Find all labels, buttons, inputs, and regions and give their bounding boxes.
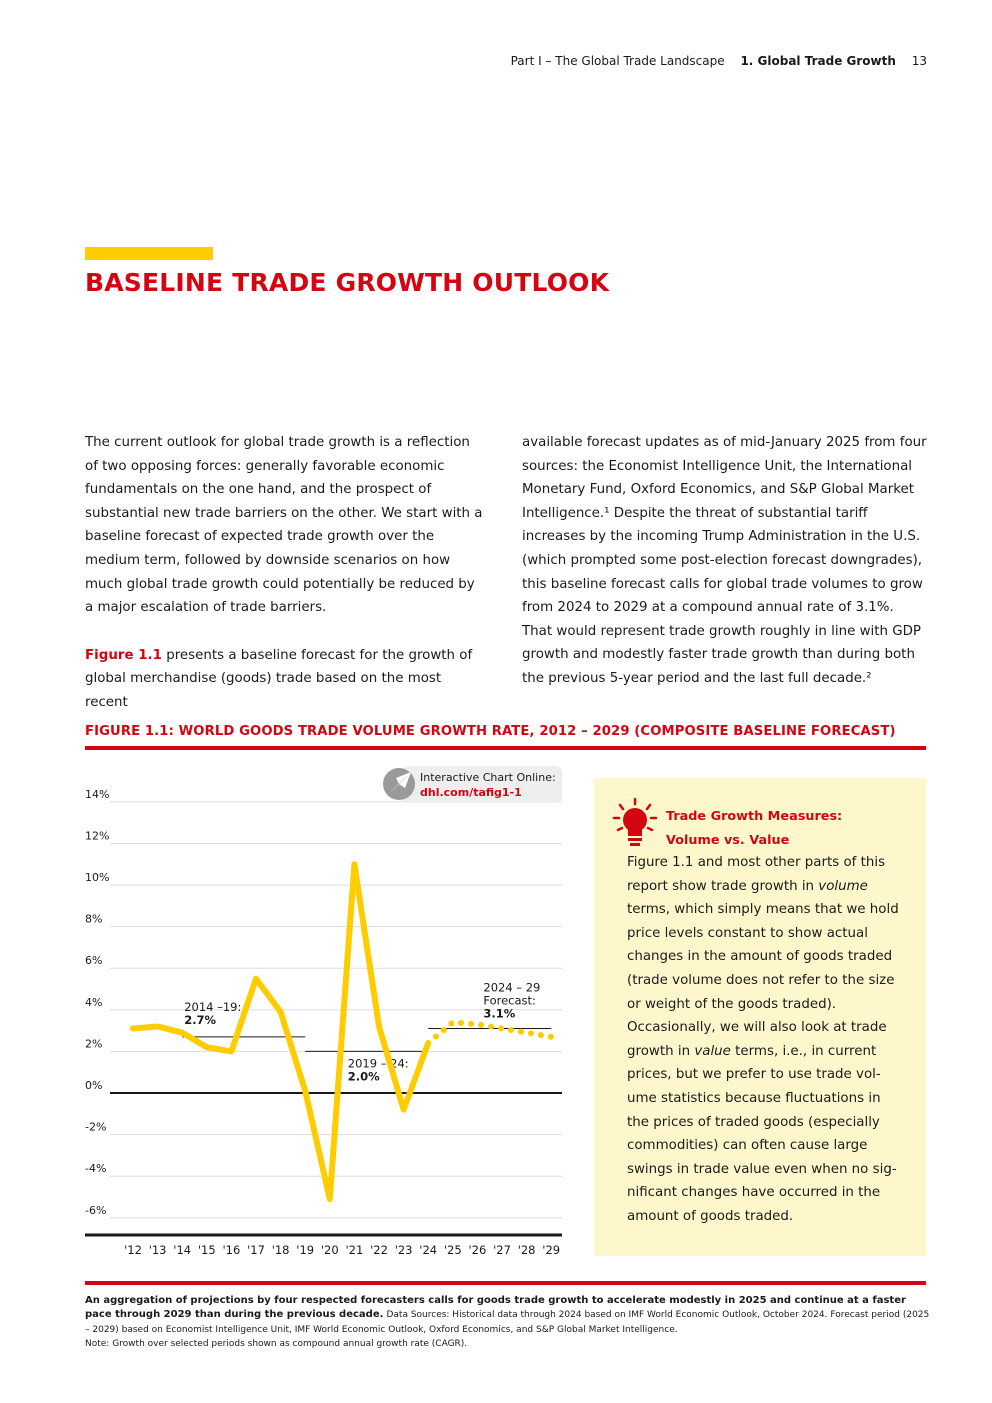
y-tick-label: 8% bbox=[85, 912, 103, 926]
y-tick-label: 10% bbox=[85, 871, 110, 884]
cagr-label: Forecast: bbox=[483, 993, 536, 1008]
body-column-right bbox=[522, 431, 928, 715]
y-tick-label: 12% bbox=[85, 829, 110, 843]
y-tick-label: 2% bbox=[85, 1037, 103, 1051]
body-paragraph: The current outlook for global trade growth is a reflection of two opposing forces: generally favorable economic fundamentals on the one hand, and the prospect of substantial new trade barriers on the other. We start with a baseline forecast of expected trade growth over the medium term, followed by downside scenarios on how much global trade growth could potentially be reduced by a major escalation of trade barriers. bbox=[85, 435, 483, 616]
x-tick-label: '23 bbox=[394, 1243, 413, 1257]
running-header-part: Part I – The Global Trade Landscape bbox=[510, 54, 725, 68]
callout-text: terms, i.e., in current prices, but we prefer to use trade volume statistics because fluctuations in the prices of traded goods (especially commodities) can often cause large swings in trade value even when no significant changes have occurred in the amount of goods traded. bbox=[627, 1043, 897, 1224]
x-tick-label: '14 bbox=[173, 1243, 192, 1257]
x-tick-label: '15 bbox=[197, 1243, 216, 1257]
caption-rule bbox=[85, 1281, 926, 1285]
x-tick-label: '20 bbox=[320, 1243, 339, 1257]
x-tick-label: '26 bbox=[468, 1243, 487, 1257]
figure-caption bbox=[85, 1294, 930, 1352]
badge-link[interactable]: dhl.com/tafig1-1 bbox=[420, 786, 522, 799]
chart-x-tick-labels bbox=[124, 1243, 560, 1257]
callout-emphasis: volume bbox=[818, 878, 868, 894]
x-tick-label: '19 bbox=[296, 1243, 315, 1257]
cagr-value: 2.7% bbox=[184, 1012, 217, 1027]
interactive-chart-badge[interactable] bbox=[383, 766, 562, 803]
x-tick-label: '12 bbox=[124, 1243, 142, 1257]
body-text: presents a baseline forecast for the growth of global merchandise (goods) trade based on the most recent bbox=[85, 647, 473, 710]
cagr-label: 2024 – 29 bbox=[483, 980, 541, 995]
y-tick-label: -2% bbox=[85, 1120, 107, 1134]
cagr-label: 2014 –19: bbox=[184, 999, 242, 1014]
y-tick-label: -6% bbox=[85, 1203, 107, 1217]
x-tick-label: '28 bbox=[517, 1243, 536, 1257]
x-tick-label: '13 bbox=[148, 1243, 167, 1257]
x-tick-label: '27 bbox=[493, 1243, 511, 1257]
cagr-value: 2.0% bbox=[347, 1069, 380, 1084]
caption-sources: Data Sources: Historical data through 2024 based on IMF World Economic Outlook, October 2024. Forecast period (2025 – 2029) based on Economist Intelligence Unit, IMF World Economic Outlook, Oxford Economics, and S&P Global Market Intelligence. bbox=[85, 1309, 930, 1335]
body-column-left bbox=[85, 431, 485, 739]
y-tick-label: 6% bbox=[85, 954, 103, 968]
callout-title-line: Volume vs. Value bbox=[666, 833, 790, 848]
x-tick-label: '16 bbox=[222, 1243, 241, 1257]
trade-growth-chart bbox=[80, 760, 570, 1260]
badge-label: Interactive Chart Online: bbox=[420, 771, 556, 784]
x-tick-label: '25 bbox=[443, 1243, 462, 1257]
callout-text: terms, which simply means that we hold price levels constant to show actual changes in the amount of goods traded (trade volume does not refer to the size or weight of the goods traded). Occasionally, we will also look at trade growth in bbox=[627, 902, 899, 1059]
cagr-value: 3.1% bbox=[483, 1006, 516, 1021]
callout-box bbox=[594, 778, 926, 1256]
y-tick-label: -4% bbox=[85, 1162, 107, 1176]
chart-series bbox=[133, 864, 551, 1199]
x-tick-label: '18 bbox=[271, 1243, 290, 1257]
title-accent-bar bbox=[85, 247, 213, 260]
y-tick-label: 14% bbox=[85, 787, 110, 801]
forecast-series-line bbox=[428, 1022, 551, 1043]
figure-title: FIGURE 1.1: WORLD GOODS TRADE VOLUME GROWTH RATE, 2012 – 2029 (COMPOSITE BASELINE FORECAST) bbox=[85, 724, 896, 739]
caption-summary: An aggregation of projections by four respected forecasters calls for goods trade growth to accelerate modestly in 2025 and continue at a faster pace through 2029 than during the previous decade. bbox=[85, 1295, 906, 1320]
callout-emphasis: value bbox=[694, 1043, 731, 1059]
callout-title bbox=[666, 805, 886, 853]
body-paragraph: available forecast updates as of mid-January 2025 from four sources: the Economist Intelligence Unit, the International Monetary Fund, Oxford Economics, and S&P Global Market Intelligence.¹ Despite the threat of substantial tariff increases by the incoming Trump Administration in the U.S. (which prompted some post-election forecast downgrades), this baseline forecast calls for global trade volumes to grow from 2024 to 2029 at a compound annual rate of 3.1%. That would represent trade growth roughly in line with GDP growth and modestly faster trade growth than during both the previous 5-year period and the last full decade.² bbox=[522, 435, 927, 686]
cagr-label: 2019 – 24: bbox=[347, 1056, 409, 1071]
figure-title-rule bbox=[85, 746, 926, 750]
page-number: 13 bbox=[911, 54, 927, 68]
chart-y-tick-labels bbox=[85, 788, 109, 1217]
y-tick-label: 4% bbox=[85, 995, 103, 1009]
body-paragraph bbox=[85, 644, 485, 715]
x-tick-label: '24 bbox=[419, 1243, 438, 1257]
x-tick-label: '22 bbox=[370, 1243, 388, 1257]
lightbulb-icon bbox=[612, 798, 658, 848]
page-title: BASELINE TRADE GROWTH OUTLOOK bbox=[85, 268, 610, 297]
running-header-section: 1. Global Trade Growth bbox=[740, 54, 896, 68]
callout-title-line: Trade Growth Measures: bbox=[666, 809, 843, 824]
figure-reference-link[interactable]: Figure 1.1 bbox=[85, 647, 162, 663]
running-header bbox=[511, 54, 927, 68]
x-tick-label: '29 bbox=[542, 1243, 561, 1257]
x-tick-label: '21 bbox=[345, 1243, 364, 1257]
callout-body bbox=[627, 851, 905, 1229]
y-tick-label: 0% bbox=[85, 1079, 103, 1092]
caption-note: Note: Growth over selected periods shown as compound annual growth rate (CAGR). bbox=[85, 1339, 468, 1350]
historical-series-line bbox=[133, 864, 428, 1199]
callout-text: Figure 1.1 and most other parts of this report show trade growth in bbox=[627, 855, 886, 894]
x-tick-label: '17 bbox=[247, 1243, 265, 1257]
